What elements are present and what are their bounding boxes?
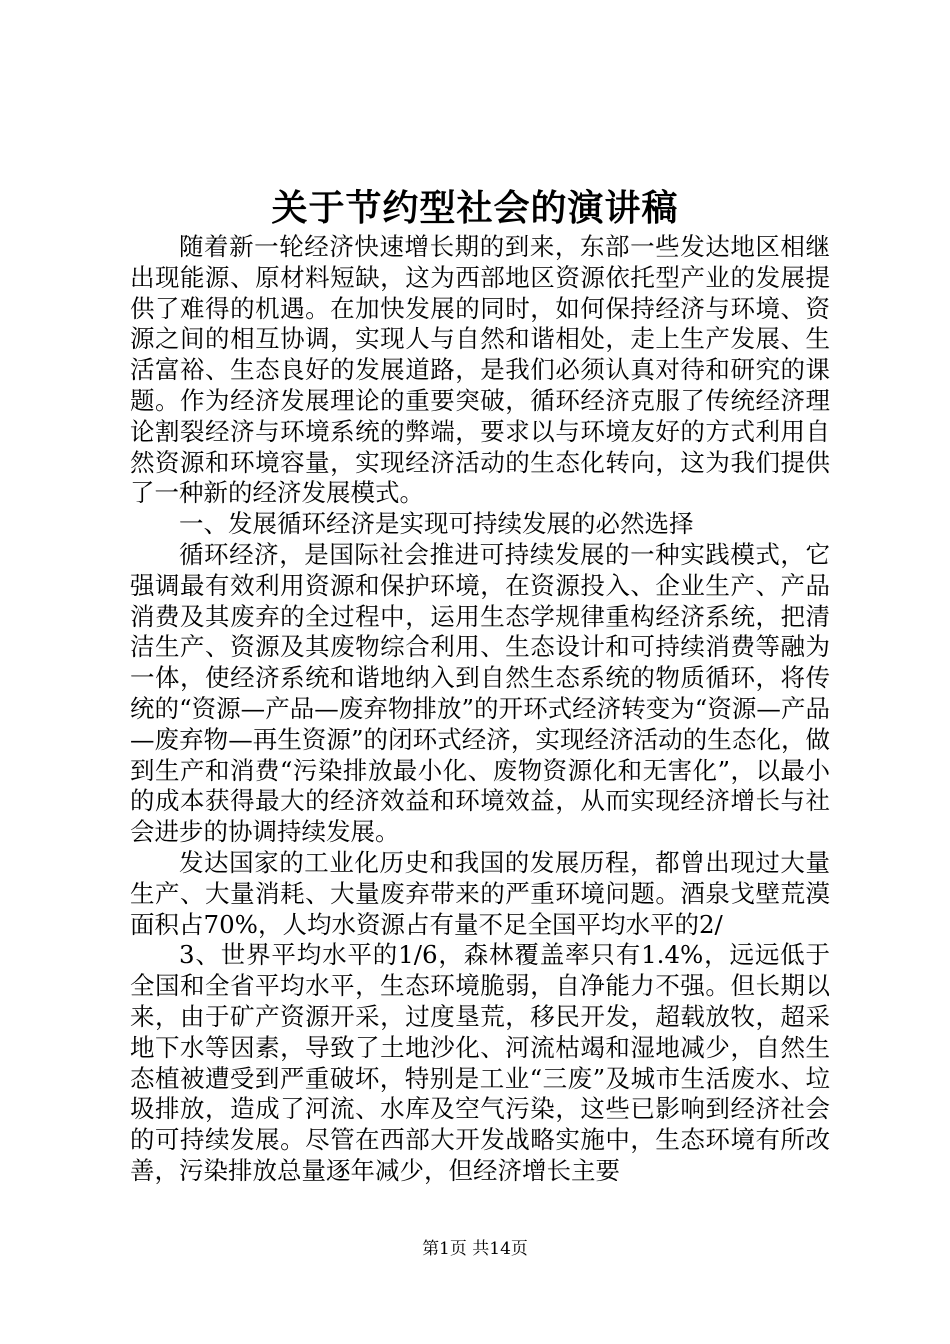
document-body [130, 232, 830, 1187]
section-heading-1: 一、发展循环经济是实现可持续发展的必然选择 [179, 509, 694, 539]
page-number-footer: 第1页 共14页 [422, 1239, 528, 1259]
paragraph-continuation: 3、世界平均水平的1/6，森林覆盖率只有1.4%，远远低于全国和全省平均水平，生态环境脆弱，自净能力不强。但长期以来，由于矿产资源开采，过度垦荒，移民开发，超载放牧，超采地下水等因素，导致了土地沙化、河流枯竭和湿地减少，自然生态植被遭受到严重破坏，特别是工业“三废”及城市生活废水、垃圾排放，造成了河流、水库及空气污染，这些已影响到经济社会的可持续发展。尽管在西部大开发战略实施中，生态环境有所改善，污染排放总量逐年减少，但经济增长主要 [130, 940, 830, 1185]
paragraph-circular-economy: 循环经济，是国际社会推进可持续发展的一种实践模式，它强调最有效利用资源和保护环境，在资源投入、企业生产、产品消费及其废弃的全过程中，运用生态学规律重构经济系统，把清洁生产、资源及其废物综合利用、生态设计和可持续消费等融为一体，使经济系统和谐地纳入到自然生态系统的物质循环，将传统的“资源—产品—废弃物排放”的开环式经济转变为“资源—产品—废弃物—再生资源”的闭环式经济，实现经济活动的生态化，做到生产和消费“污染排放最小化、废物资源化和无害化”，以最小的成本获得最大的经济效益和环境效益，从而实现经济增长与社会进步的协调持续发展。 [130, 539, 830, 847]
paragraph-environment-problems: 发达国家的工业化历史和我国的发展历程，都曾出现过大量生产、大量消耗、大量废弃带来的严重环境问题。酒泉戈壁荒漠面积占70%，人均水资源占有量不足全国平均水平的2/ [130, 847, 830, 939]
paragraph-intro: 随着新一轮经济快速增长期的到来，东部一些发达地区相继出现能源、原材料短缺，这为西部地区资源依托型产业的发展提供了难得的机遇。在加快发展的同时，如何保持经济与环境、资源之间的相互协调，实现人与自然和谐相处，走上生产发展、生活富裕、生态良好的发展道路，是我们必须认真对待和研究的课题。作为经济发展理论的重要突破，循环经济克服了传统经济理论割裂经济与环境系统的弊端，要求以与环境友好的方式利用自然资源和环境容量，实现经济活动的生态化转向，这为我们提供了一种新的经济发展模式。 [130, 232, 830, 508]
document-title: 关于节约型社会的演讲稿 [271, 187, 679, 229]
